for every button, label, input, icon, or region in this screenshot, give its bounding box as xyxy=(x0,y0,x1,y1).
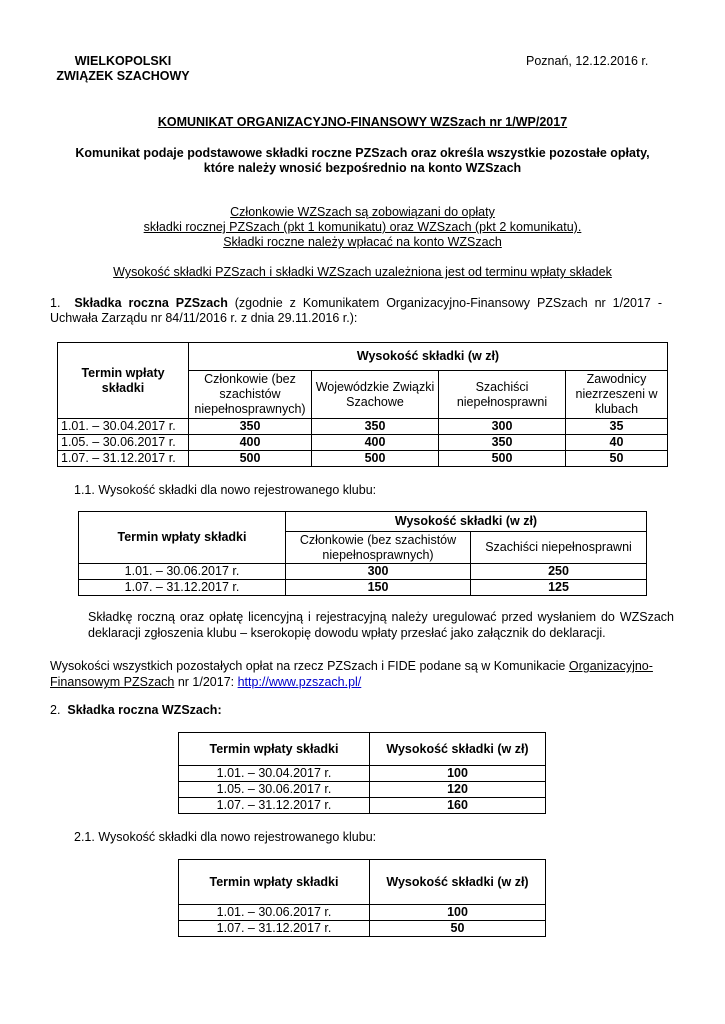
org-name xyxy=(48,54,198,84)
row-term: 1.05. – 30.06.2017 r. xyxy=(58,435,189,451)
cell-value: 125 xyxy=(471,580,647,596)
new-club-wzszach-table xyxy=(178,859,546,937)
col-disabled: Szachiści niepełnosprawni xyxy=(471,532,647,564)
cell-value: 500 xyxy=(189,451,312,467)
table-row xyxy=(179,921,546,937)
cell-value: 300 xyxy=(439,419,566,435)
row-term: 1.07. – 31.12.2017 r. xyxy=(179,798,370,814)
intro-line1: Komunikat podaje podstawowe składki roczne PZSzach oraz określa wszystkie pozostałe opłaty, xyxy=(75,146,650,160)
org-name-line1: WIELKOPOLSKI xyxy=(74,54,172,68)
row-term: 1.05. – 30.06.2017 r. xyxy=(179,782,370,798)
cell-value: 400 xyxy=(189,435,312,451)
cell-value: 50 xyxy=(370,921,546,937)
col-regional: Wojewódzkie Związki Szachowe xyxy=(312,371,439,419)
cell-value: 150 xyxy=(286,580,471,596)
cell-value: 40 xyxy=(566,435,668,451)
col-term-header: Termin wpłaty składki xyxy=(79,512,286,564)
col-members: Członkowie (bez szachistów niepełnosprawnych) xyxy=(189,371,312,419)
members-notice xyxy=(0,205,725,250)
col-amount-header: Wysokość składki (w zł) xyxy=(370,733,546,766)
cell-value: 300 xyxy=(286,564,471,580)
cell-value: 400 xyxy=(312,435,439,451)
section1-heading: Składka roczna PZSzach xyxy=(74,296,228,310)
cell-value: 250 xyxy=(471,564,647,580)
table-row xyxy=(179,798,546,814)
row-term: 1.01. – 30.04.2017 r. xyxy=(58,419,189,435)
section2-1-heading: 2.1. Wysokość składki dla nowo rejestrowanego klubu: xyxy=(74,830,377,844)
section1-1-heading: 1.1. Wysokość składki dla nowo rejestrowanego klubu: xyxy=(74,483,377,497)
col-term-header: Termin wpłaty składki xyxy=(58,343,189,419)
row-term: 1.01. – 30.06.2017 r. xyxy=(79,564,286,580)
col-term-header: Termin wpłaty składki xyxy=(179,860,370,905)
new-club-pzszach-table xyxy=(78,511,647,596)
col-disabled: Szachiści niepełnosprawni xyxy=(439,371,566,419)
cell-value: 350 xyxy=(189,419,312,435)
row-term: 1.01. – 30.04.2017 r. xyxy=(179,766,370,782)
registration-note: Składkę roczną oraz opłatę licencyjną i rejestracyjną należy uregulować przed wysłaniem do WZSzach deklaracji zgłoszenia klubu – kserokopię dowodu wpłaty przesłać jako załącznik do deklaracji. xyxy=(88,610,674,640)
row-term: 1.01. – 30.06.2017 r. xyxy=(179,905,370,921)
place-date: Poznań, 12.12.2016 r. xyxy=(526,54,649,68)
row-term: 1.07. – 31.12.2017 r. xyxy=(79,580,286,596)
col-members: Członkowie (bez szachistów niepełnosprawnych) xyxy=(286,532,471,564)
members-line1: Członkowie WZSzach są zobowiązani do opłaty xyxy=(230,205,495,219)
table-row xyxy=(58,435,668,451)
cell-value: 350 xyxy=(439,435,566,451)
col-term-header: Termin wpłaty składki xyxy=(179,733,370,766)
members-line3: Składki roczne należy wpłacać na konto WZSzach xyxy=(223,235,502,249)
table-row xyxy=(179,905,546,921)
org-name-line2: ZWIĄZEK SZACHOWY xyxy=(56,69,190,83)
table-row xyxy=(179,782,546,798)
table-row xyxy=(58,451,668,467)
cell-value: 100 xyxy=(370,766,546,782)
col-group-header: Wysokość składki (w zł) xyxy=(286,512,647,532)
intro xyxy=(0,146,725,176)
cell-value: 160 xyxy=(370,798,546,814)
intro-line2: które należy wnosić bezpośrednio na konto WZSzach xyxy=(203,161,522,175)
col-amount-header: Wysokość składki (w zł) xyxy=(370,860,546,905)
cell-value: 50 xyxy=(566,451,668,467)
pzszach-url-link[interactable]: http://www.pzszach.pl/ xyxy=(237,675,362,689)
col-group-header: Wysokość składki (w zł) xyxy=(189,343,668,371)
cell-value: 500 xyxy=(312,451,439,467)
section1-body: (zgodnie z Komunikatem Organizacyjno-Finansowy PZSzach nr 1/2017 - Uchwała Zarządu nr 84/11/2016 r. z dnia 29.11.2016 r.): xyxy=(50,296,662,325)
page-title: KOMUNIKAT ORGANIZACYJNO-FINANSOWY WZSzach nr 1/WP/2017 xyxy=(157,115,568,129)
section2-heading: Składka roczna WZSzach: xyxy=(67,703,222,717)
section2-number: 2. xyxy=(50,703,61,717)
row-term: 1.07. – 31.12.2017 r. xyxy=(179,921,370,937)
table-row xyxy=(79,580,647,596)
wzszach-fee-table xyxy=(178,732,546,814)
pzszach-fee-table xyxy=(57,342,668,467)
members-line2: składki rocznej PZSzach (pkt 1 komunikatu) oraz WZSzach (pkt 2 komunikatu). xyxy=(143,220,582,234)
cell-value: 500 xyxy=(439,451,566,467)
cell-value: 120 xyxy=(370,782,546,798)
other-fees-text2: nr 1/2017: xyxy=(174,675,238,689)
other-fees-doc-link[interactable]: Organizacyjno-Finansowym PZSzach xyxy=(50,659,653,689)
cell-value: 100 xyxy=(370,905,546,921)
table-row xyxy=(58,419,668,435)
other-fees-text: Wysokości wszystkich pozostałych opłat na rzecz PZSzach i FIDE podane są w Komunikacie xyxy=(50,659,569,673)
amount-note: Wysokość składki PZSzach i składki WZSzach uzależniona jest od terminu wpłaty składek xyxy=(113,265,612,279)
cell-value: 350 xyxy=(312,419,439,435)
other-fees xyxy=(50,658,678,690)
row-term: 1.07. – 31.12.2017 r. xyxy=(58,451,189,467)
section1-number: 1. xyxy=(50,296,61,310)
cell-value: 35 xyxy=(566,419,668,435)
section1-text xyxy=(50,296,662,326)
section2-heading-row xyxy=(50,703,222,717)
table-row xyxy=(179,766,546,782)
col-unaffiliated: Zawodnicy niezrzeszeni w klubach xyxy=(566,371,668,419)
table-row xyxy=(79,564,647,580)
